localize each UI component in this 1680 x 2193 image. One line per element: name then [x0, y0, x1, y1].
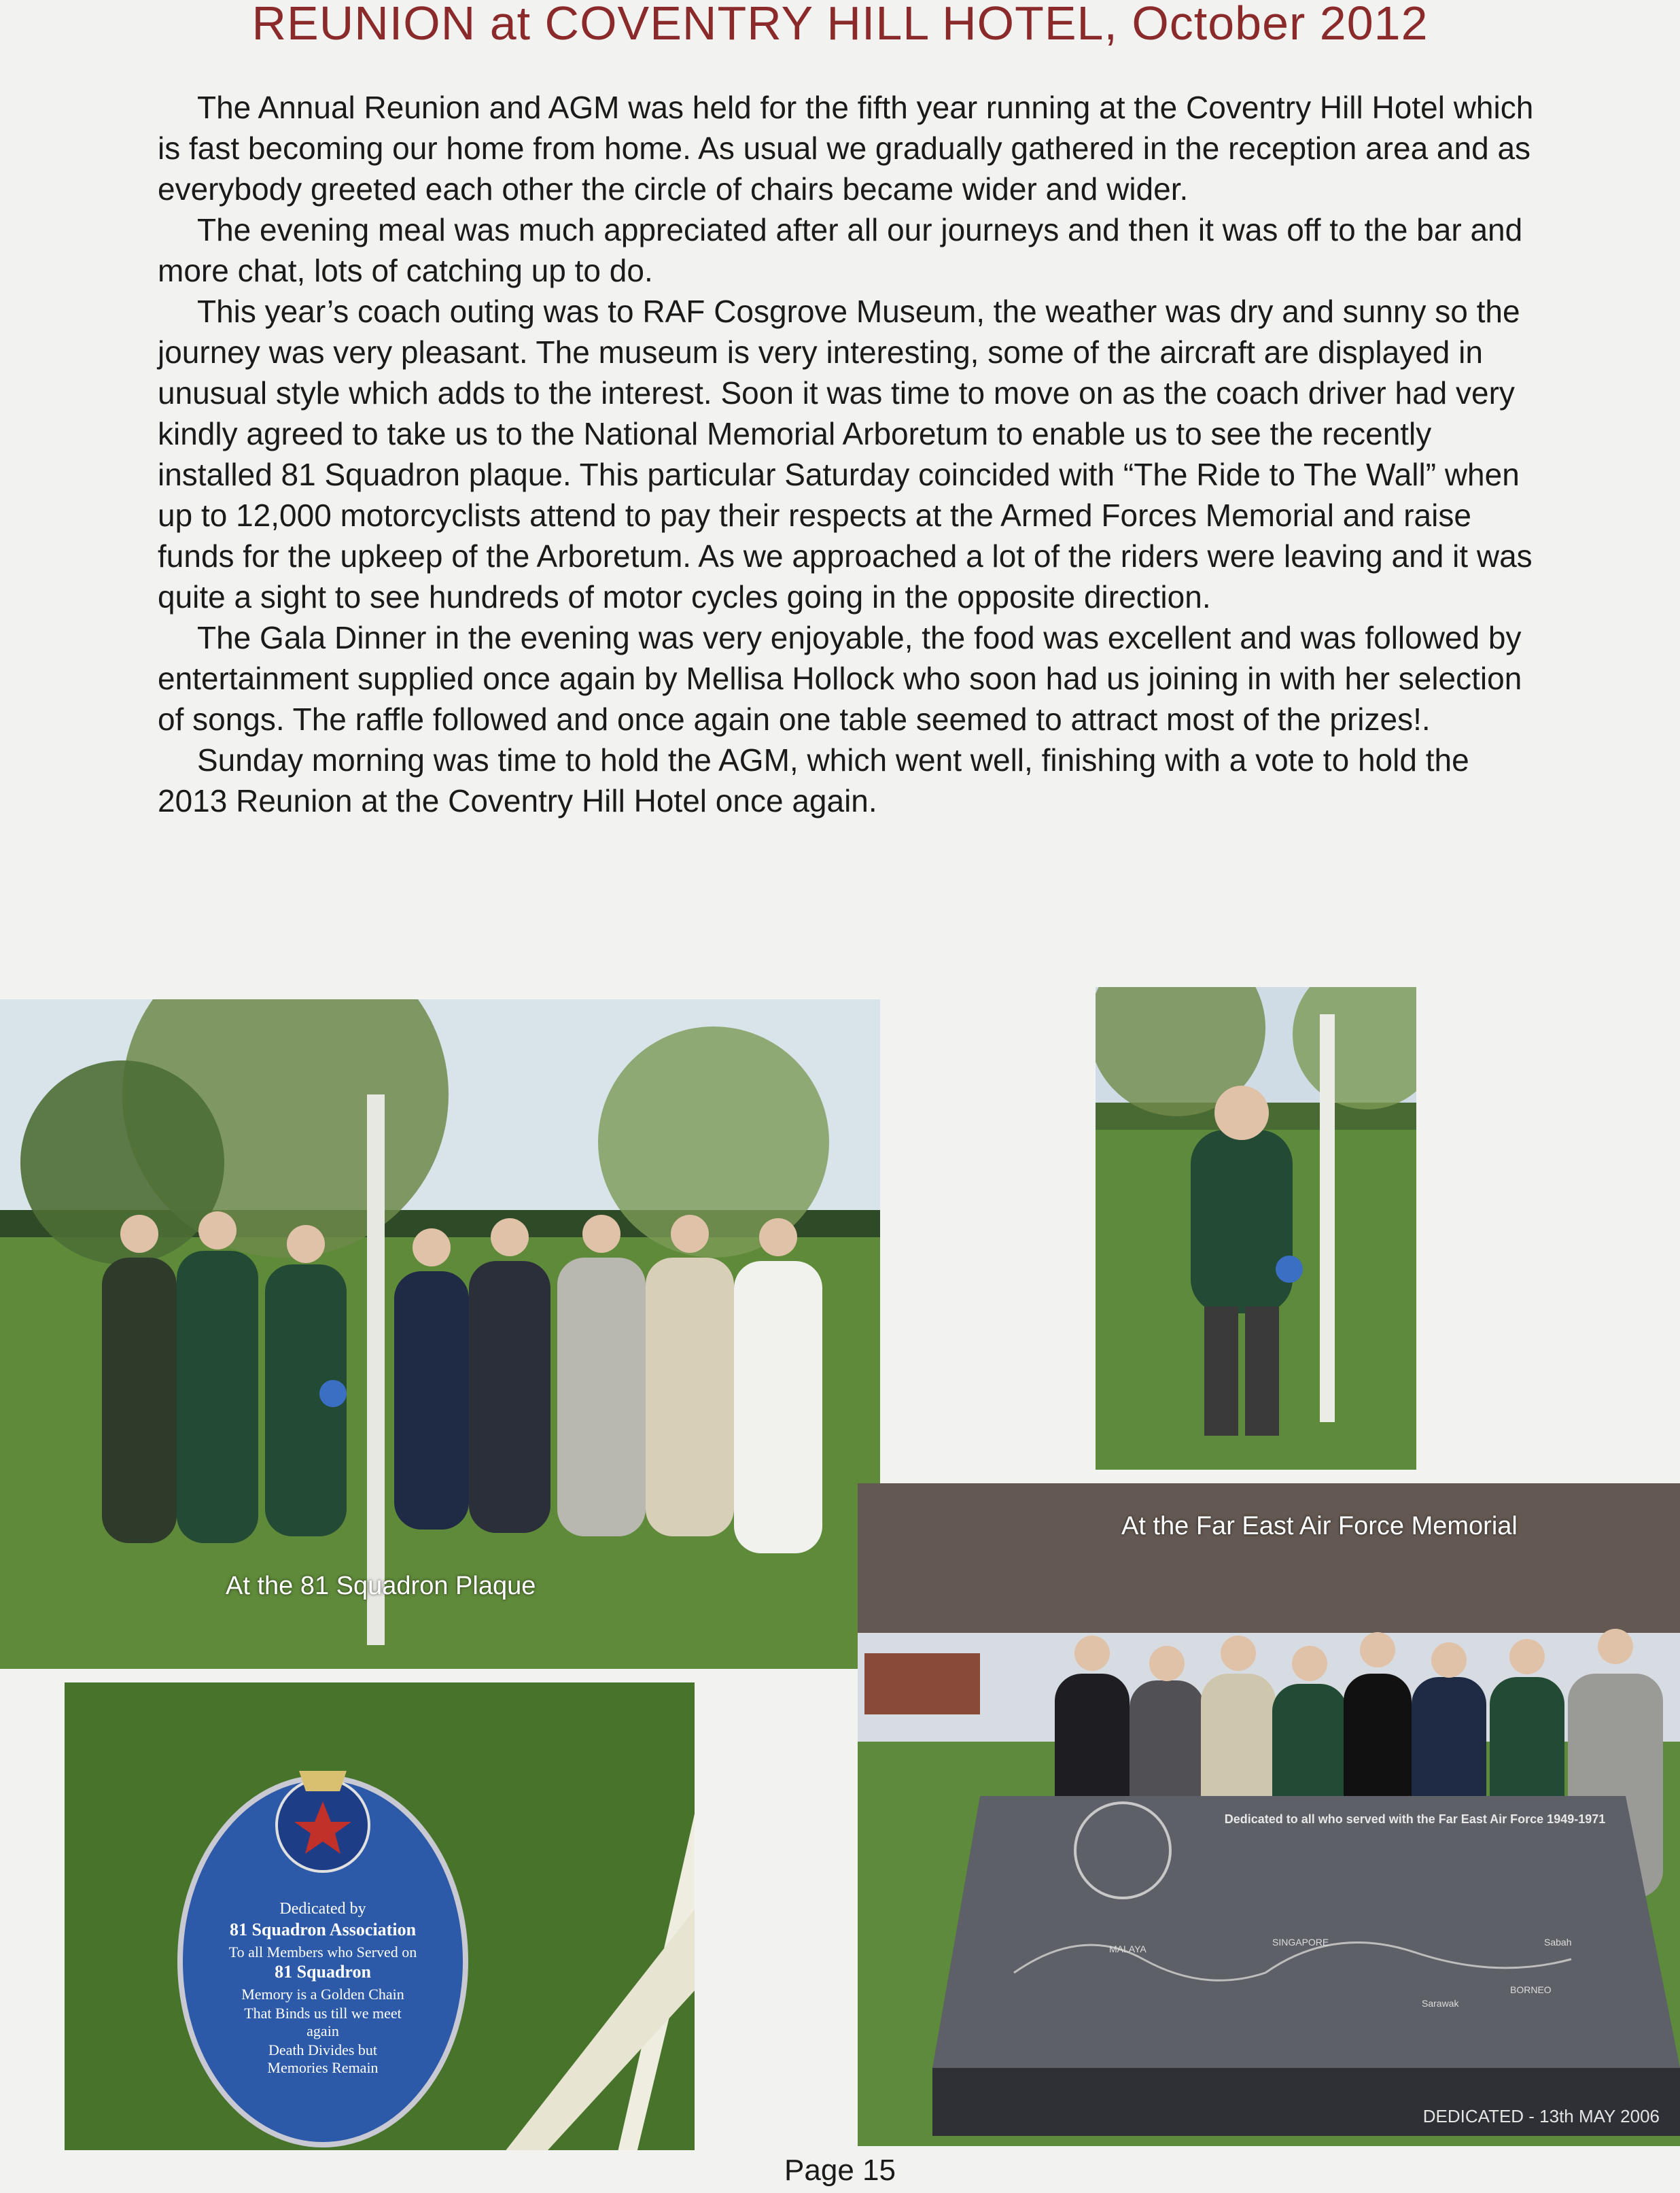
paragraph: The Annual Reunion and AGM was held for the fifth year running at the Coventry Hill Hotel which is fast becoming our home from home. As usual we gradually gathered in the reception area and as everybody greeted each other the circle of chairs became wider and wider. [158, 90, 1534, 207]
map-label-singapore: SINGAPORE [1272, 1937, 1329, 1948]
plaque-line: Dedicated by [279, 1900, 366, 1918]
plaque-line: Death Divides but [268, 2041, 378, 2058]
photo-plaque-closeup-image [65, 1682, 695, 2150]
photo-caption: At the Far East Air Force Memorial [1121, 1512, 1518, 1540]
paragraph: The Gala Dinner in the evening was very enjoyable, the food was excellent and was followed by entertainment supplied once again by Mellisa Hollock who soon had us joining in with her selection of songs. The raffle followed and once again one table seemed to attract most of the prizes!. [158, 620, 1522, 737]
photo-plaque-group [0, 999, 880, 1669]
page-title: REUNION at COVENTRY HILL HOTEL, October 2012 [251, 0, 1429, 50]
map-label-sarawak: Sarawak [1422, 1998, 1459, 2009]
paragraph: This year’s coach outing was to RAF Cosgrove Museum, the weather was dry and sunny so the journey was very pleasant. The museum is very interesting, some of the aircraft are displayed in unusual style which adds to the interest. Soon it was time to move on as the coach driver had very kindly agreed to take us to the National Memorial Arboretum to enable us to see the recently installed 81 Squadron plaque. This particular Saturday coincided with “The Ride to The Wall” when up to 12,000 motorcyclists attend to pay their respects at the Armed Forces Memorial and raise funds for the upkeep of the Arboretum. As we approached a lot of the riders were leaving and it was quite a sight to see hundreds of motor cycles going in the opposite direction. [158, 294, 1533, 615]
memorial-dedication-date: DEDICATED - 13th MAY 2006 [1422, 2106, 1660, 2126]
memorial-heading-text: Dedicated to all who served with the Far East Air Force 1949-1971 [1224, 1812, 1606, 1826]
plaque-line: To all Members who Served on [228, 1944, 417, 1961]
map-label-borneo: BORNEO [1510, 1984, 1552, 1995]
plaque-line: That Binds us till we meet [244, 2005, 402, 2022]
photo-far-east-memorial-image [858, 1483, 1680, 2146]
plaque-line: 81 Squadron Association [229, 1920, 417, 1939]
article-body [158, 87, 1544, 821]
paragraph: Sunday morning was time to hold the AGM, which went well, finishing with a vote to hold the 2013 Reunion at the Coventry Hill Hotel once again. [158, 742, 1469, 818]
paragraph: The evening meal was much appreciated after all our journeys and then it was off to the bar and more chat, lots of catching up to do. [158, 212, 1523, 288]
photo-plaque-group-image [0, 999, 880, 1669]
plaque-line: again [307, 2022, 339, 2039]
memorial-heading [1225, 1812, 1606, 1826]
photo-plaque-closeup [65, 1682, 695, 2150]
plaque-line: 81 Squadron [275, 1962, 371, 1982]
page-number: Page 15 [784, 2154, 896, 2187]
photo-man-by-tree [1096, 987, 1416, 1470]
photo-caption: At the 81 Squadron Plaque [226, 1572, 536, 1600]
photo-far-east-memorial [858, 1483, 1680, 2146]
map-label-malaya: MALAYA [1109, 1944, 1147, 1954]
map-label-sabah: Sabah [1544, 1937, 1572, 1948]
photo-man-by-tree-image [1096, 987, 1416, 1470]
plaque-line: Memory is a Golden Chain [241, 1986, 404, 2003]
plaque-line: Memories Remain [267, 2059, 379, 2076]
